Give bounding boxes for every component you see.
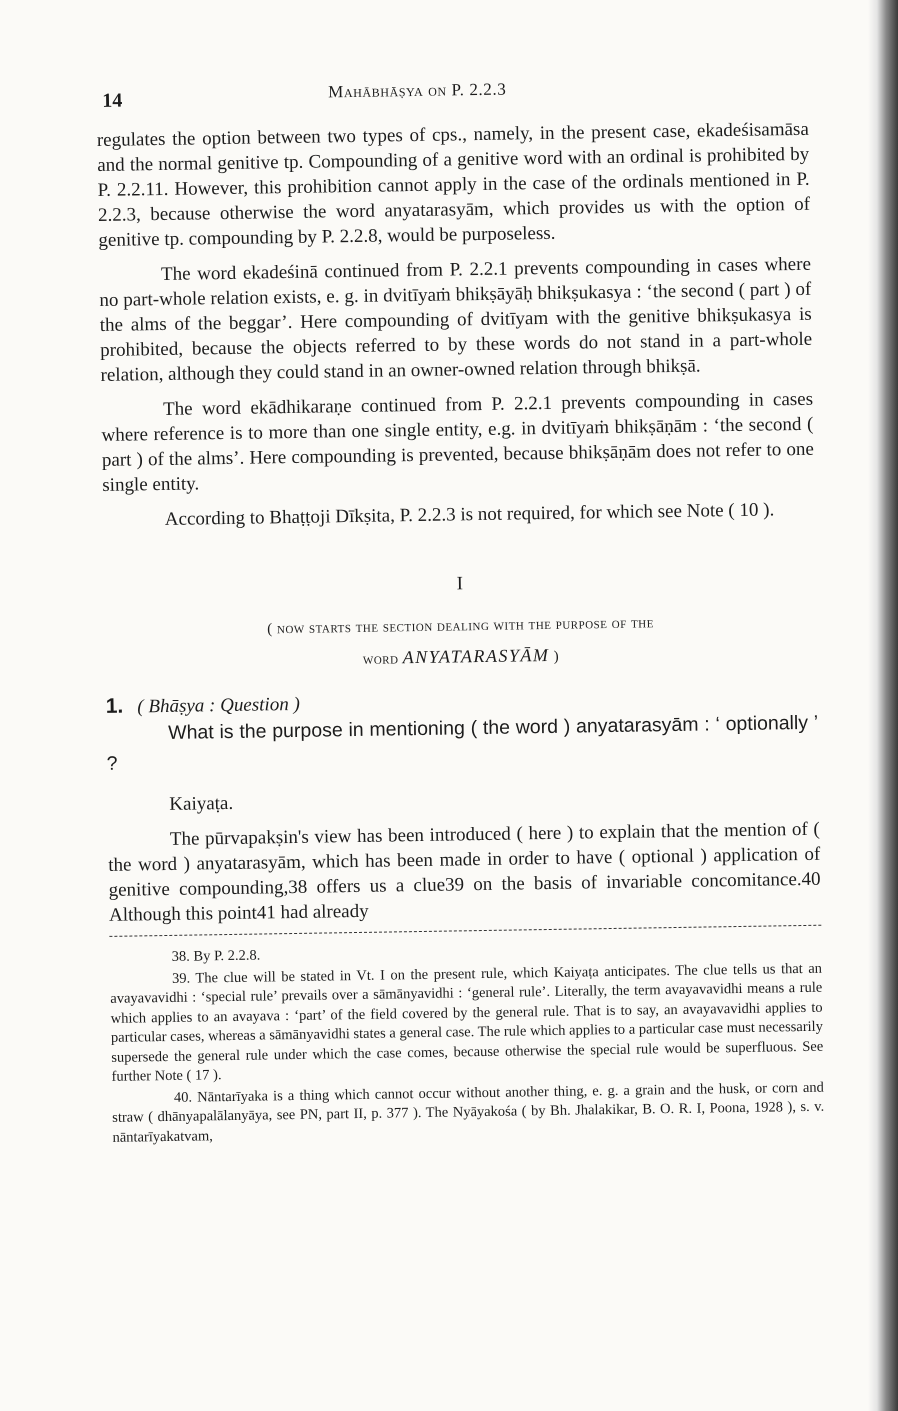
- section-numeral: I: [456, 573, 464, 595]
- question-label: ( Bhāṣya : Question ): [137, 693, 300, 718]
- paragraph-4: According to Bhaṭṭoji Dīkṣita, P. 2.2.3 is not required, for which see Note ( 10 ).: [164, 499, 775, 530]
- section-title-close: ): [553, 648, 560, 665]
- page-number: 14: [102, 89, 123, 112]
- section-title-line1: ( now starts the section dealing with the purpose of the: [267, 615, 655, 638]
- section-title: [104, 606, 817, 679]
- kaiyata-text: The pūrvapakṣin's view has been introduced ( here ) to explain that the mention of ( the word ) anyatarasyām, which has been made in order to have ( optional ) application of genitive compounding,38 offers us a clue39 on the basis of invariable concomitance.40 Although this point41 had already: [108, 818, 821, 926]
- section-title-word: word: [362, 651, 399, 668]
- page-edge-shadow: [868, 0, 898, 1411]
- footnote-divider: [109, 925, 821, 937]
- question-text: What is the purpose in mentioning ( the word ) anyatarasyām : ‘ optionally ’ ?: [106, 711, 819, 775]
- section-title-term: ANYATARASYĀM: [402, 644, 550, 668]
- kaiyata-heading: Kaiyaṭa.: [169, 792, 234, 815]
- footnote-38: 38. By P. 2.2.8.: [171, 947, 261, 965]
- footnote-39: 39. The clue will be stated in Vt. I on the present rule, which Kaiyaṭa anticipates. The clue tells us that an avayavavidhi : ‘special rule’ prevails over a sāmānyavidhi : ‘general rule’. Literally, the term avayavavidhi means a rule which applies to an avayava : ‘part’ of the field covered by the general rule. That is to say, an avayavavidhi applies to particular cases, whereas a sāmānyavidhi states a general case. The rule which applies to a particular case must necessarily supersede the general rule under which the case comes, because otherwise the special rule would be superfluous. See further Note ( 17 ).: [110, 960, 824, 1085]
- paragraph-2: The word ekadeśinā continued from P. 2.2.1 prevents compounding in cases where no part-whole relation exists, e. g. in dvitīyaṁ bhikṣāyāḥ bhikṣukasya : ‘the second ( part ) of the alms of the beggar’. Here compounding of dvitīyam with the genitive bhikṣukasya is prohibited, because the objects referred to by these words do not stand in a part-whole relation, although they could stand in an owner-owned relation through bhikṣā.: [99, 253, 813, 386]
- question-number: 1.: [105, 694, 124, 718]
- book-page: [96, 73, 825, 1150]
- footnote-40: 40. Nāntarīyaka is a thing which cannot occur without another thing, e. g. a grain and the husk, or corn and straw ( dhānyapalālanyāya, see PN, part II, p. 377 ). The Nyāyakośa ( by Bh. Jhalakikar, B. O. R. I, Poona, 1928 ), s. v. nāntarīyakatvam,: [112, 1079, 825, 1146]
- paragraph-1: regulates the option between two types of cps., namely, in the present case, ekadeśisamāsa and the normal genitive tp. Compounding of a genitive word with an ordinal is prohibited by P. 2.2.11. However, this prohibition cannot apply in the case of the ordinals mentioned in P. 2.2.3, because otherwise the word anyatarasyām, which provides us with the option of genitive tp. compounding by P. 2.2.8, would be purposeless.: [96, 118, 811, 251]
- paragraph-3: The word ekādhikaraṇe continued from P. 2.2.1 prevents compounding in cases where reference is to more than one single entity, e.g. in dvitīyaṁ bhikṣāṇām : ‘the second ( part ) of the alms’. Here compounding is prevented, because bhikṣāṇām does not refer to one single entity.: [101, 388, 814, 496]
- page-header: [96, 73, 808, 118]
- running-head: Mahābhāṣya on P. 2.2.3: [328, 79, 507, 102]
